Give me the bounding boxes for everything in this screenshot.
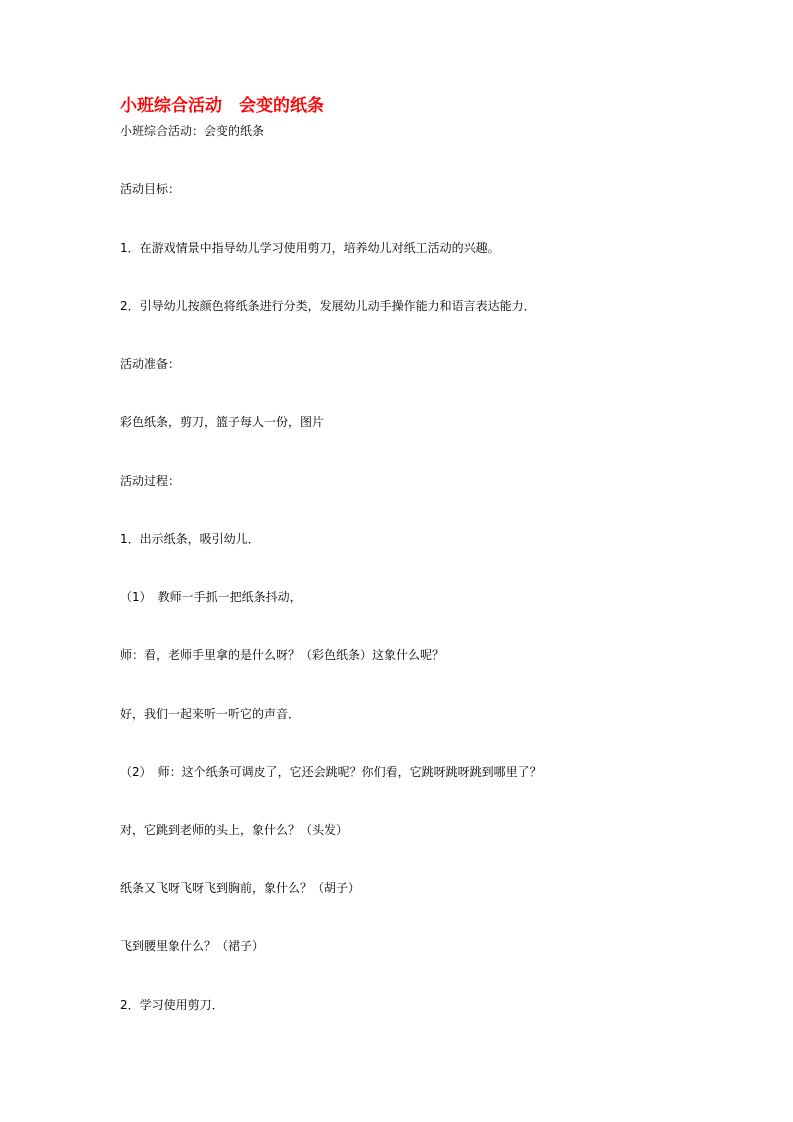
paragraph-dialogue-4: 纸条又飞呀飞呀飞到胸前，象什么？（胡子） [120,881,361,895]
paragraph-dialogue-1: 师：看，老师手里拿的是什么呀？（彩色纸条）这象什么呢？ [120,648,445,662]
section-heading-goals: 活动目标： [120,182,181,196]
paragraph-goal-2: 2．引导幼儿按颜色将纸条进行分类，发展幼儿动手操作能力和语言表达能力． [120,299,536,313]
section-heading-preparation: 活动准备： [120,357,181,371]
paragraph-step-1: 1．出示纸条，吸引幼儿． [120,532,260,546]
paragraph-dialogue-3: 对，它跳到老师的头上，象什么？（头发） [120,823,349,837]
document-title: 小班综合活动 会变的纸条 [120,96,324,116]
paragraph-materials: 彩色纸条，剪刀，篮子每人一份，图片 [120,415,325,429]
paragraph-step-2: 2．学习使用剪刀． [120,998,224,1012]
paragraph-goal-1: 1．在游戏情景中指导幼儿学习使用剪刀，培养幼儿对纸工活动的兴趣。 [120,241,500,255]
section-heading-process: 活动过程： [120,474,181,488]
paragraph-substep-1: （1） 教师一手抓一把纸条抖动， [120,590,302,604]
document-subtitle: 小班综合活动：会变的纸条 [120,124,265,138]
paragraph-dialogue-5: 飞到腰里象什么？（裙子） [120,939,265,953]
paragraph-dialogue-2: 好，我们一起来听一听它的声音． [120,707,301,721]
paragraph-substep-2: （2） 师：这个纸条可调皮了，它还会跳呢？你们看，它跳呀跳呀跳到哪里了？ [120,765,542,779]
